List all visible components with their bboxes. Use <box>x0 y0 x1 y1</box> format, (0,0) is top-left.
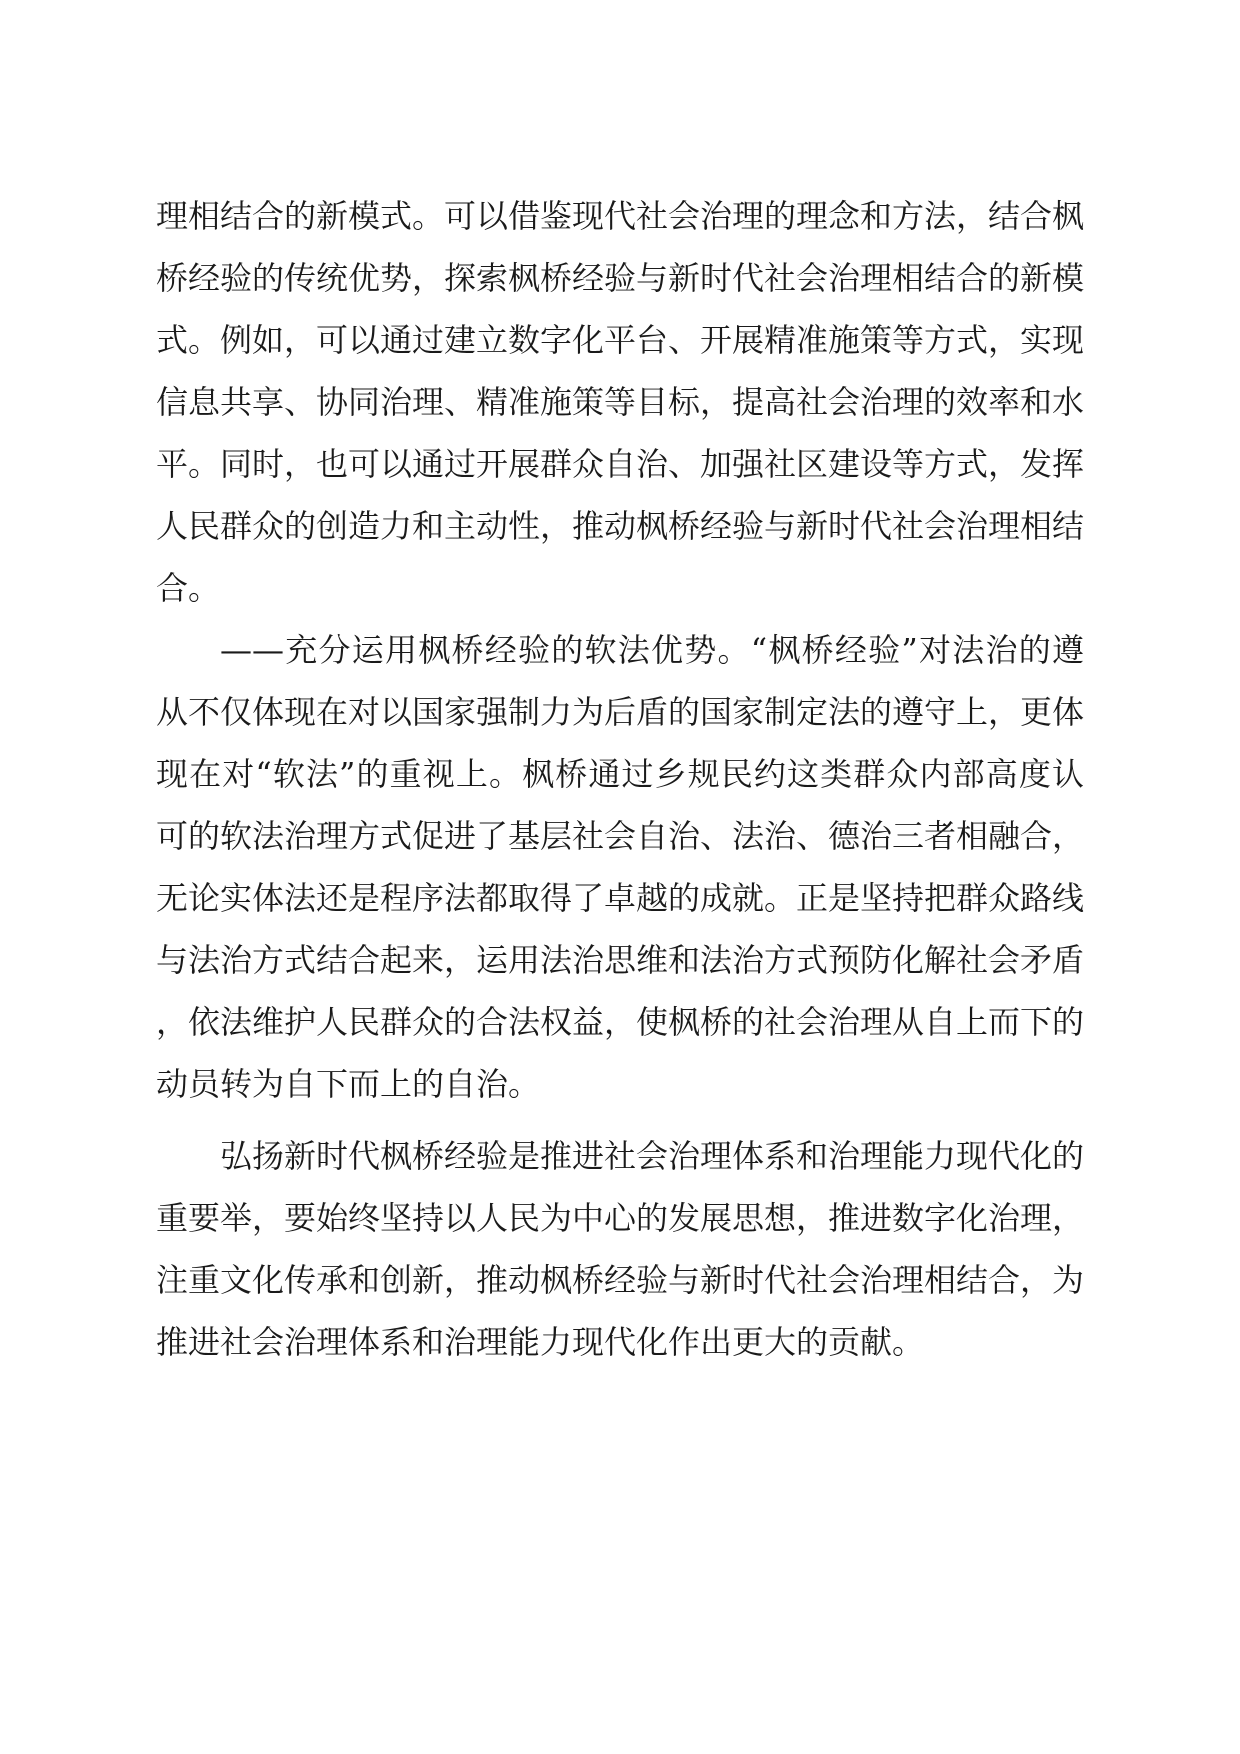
document-body <box>156 185 1084 1373</box>
paragraph-conclusion: 弘扬新时代枫桥经验是推进社会治理体系和治理能力现代化的重要举，要始终坚持以人民为中心的发展思想，推进数字化治理，注重文化传承和创新，推动枫桥经验与新时代社会治理相结合，为推进社会治理体系和治理能力现代化作出更大的贡献。 <box>156 1137 1085 1361</box>
paragraph-soft-law: ——充分运用枫桥经验的软法优势。“枫桥经验”对法治的遵从不仅体现在对以国家强制力为后盾的国家制定法的遵守上，更体现在对“软法”的重视上。枫桥通过乡规民约这类群众内部高度认可的软法治理方式促进了基层社会自治、法治、德治三者相融合，无论实体法还是程序法都取得了卓越的成就。正是坚持把群众路线与法治方式结合起来，运用法治思维和法治方式预防化解社会矛盾，依法维护人民群众的合法权益，使枫桥的社会治理从自上而下的动员转为自下而上的自治。 <box>156 631 1085 1103</box>
paragraph-continuation: 理相结合的新模式。可以借鉴现代社会治理的理念和方法，结合枫桥经验的传统优势，探索枫桥经验与新时代社会治理相结合的新模式。例如，可以通过建立数字化平台、开展精准施策等方式，实现信息共享、协同治理、精准施策等目标，提高社会治理的效率和水平。同时，也可以通过开展群众自治、加强社区建设等方式，发挥人民群众的创造力和主动性，推动枫桥经验与新时代社会治理相结合。 <box>156 197 1085 607</box>
